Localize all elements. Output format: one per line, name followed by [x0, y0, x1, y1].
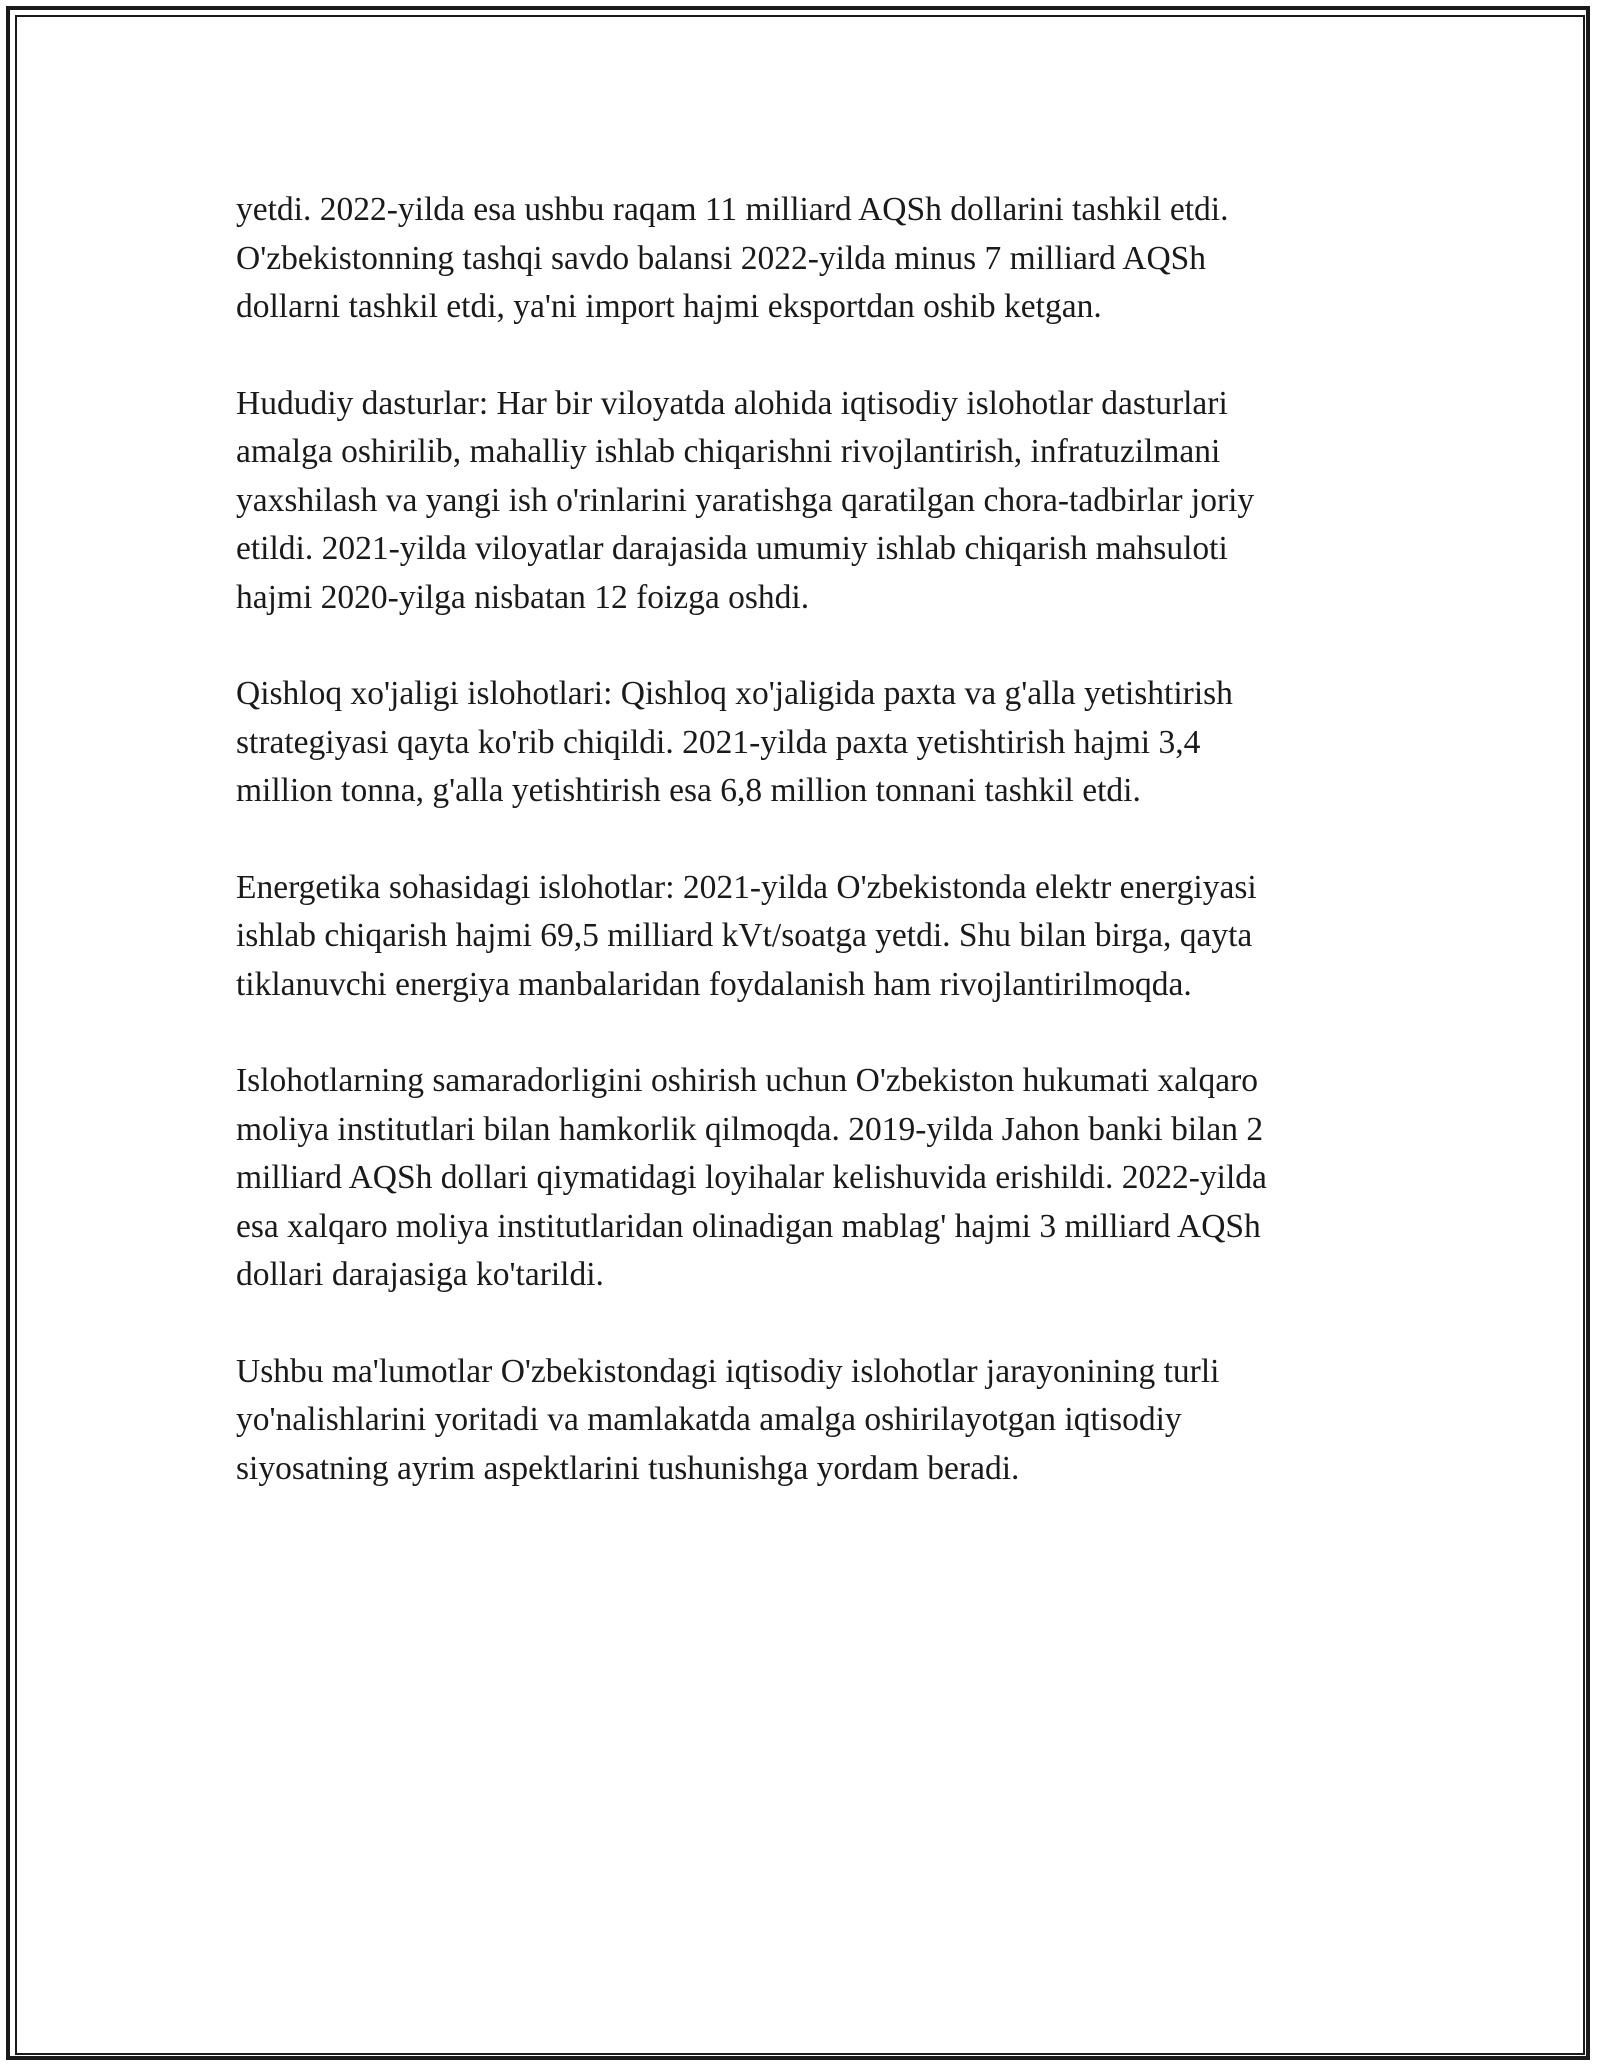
text-line: Ushbu ma'lumotlar O'zbekistondagi iqtisodiy islohotlar jarayonining turli [236, 1352, 1220, 1390]
text-line: Islohotlarning samaradorligini oshirish uchun O'zbekiston hukumati xalqaro [236, 1062, 1259, 1099]
text-line: siyosatning ayrim aspektlarini tushunishga yordam beradi. [236, 1449, 1020, 1487]
text-line: Energetika sohasidagi islohotlar: 2021-yilda O'zbekistonda elektr energiyasi [236, 868, 1257, 906]
paragraph-trade-balance [236, 186, 1386, 332]
text-line: yetdi. 2022-yilda esa ushbu raqam 11 milliard AQSh dollarini tashkil etdi. [236, 191, 1229, 228]
text-line: strategiyasi qayta ko'rib chiqildi. 2021-yilda paxta yetishtirish hajmi 3,4 [236, 723, 1201, 761]
text-line: esa xalqaro moliya institutlaridan olinadigan mablag' hajmi 3 milliard AQSh [236, 1207, 1261, 1245]
paragraph-energy-reforms [236, 864, 1386, 1010]
text-line: dollari darajasiga ko'tarildi. [236, 1256, 604, 1293]
paragraph-international-finance [236, 1057, 1386, 1300]
text-line: million tonna, g'alla yetishtirish esa 6,8 million tonnani tashkil etdi. [236, 772, 1141, 809]
paragraph-agriculture-reforms [236, 670, 1386, 816]
text-line: yo'nalishlarini yoritadi va mamlakatda amalga oshirilayotgan iqtisodiy [236, 1401, 1182, 1438]
text-line: yaxshilash va yangi ish o'rinlarini yaratishga qaratilgan chora-tadbirlar joriy [236, 481, 1255, 519]
text-line: hajmi 2020-yilga nisbatan 12 foizga oshdi. [236, 578, 810, 616]
text-line: tiklanuvchi energiya manbalaridan foydalanish ham rivojlantirilmoqda. [236, 965, 1192, 1003]
text-line: O'zbekistonning tashqi savdo balansi 2022-yilda minus 7 milliard AQSh [236, 239, 1207, 277]
paragraph-conclusion [236, 1348, 1386, 1494]
text-line: amalga oshirilib, mahalliy ishlab chiqarishni rivojlantirish, infratuzilmani [236, 433, 1221, 470]
document-body [236, 186, 1386, 1541]
text-line: moliya institutlari bilan hamkorlik qilmoqda. 2019-yilda Jahon banki bilan 2 [236, 1110, 1264, 1148]
text-line: etildi. 2021-yilda viloyatlar darajasida umumiy ishlab chiqarish mahsuloti [236, 530, 1228, 567]
paragraph-regional-programs [236, 380, 1386, 623]
text-line: dollarni tashkil etdi, ya'ni import hajmi eksportdan oshib ketgan. [236, 288, 1102, 325]
text-line: Hududiy dasturlar: Har bir viloyatda alohida iqtisodiy islohotlar dasturlari [236, 384, 1228, 422]
text-line: Qishloq xo'jaligi islohotlari: Qishloq xo'jaligida paxta va g'alla yetishtirish [236, 675, 1233, 712]
text-line: milliard AQSh dollari qiymatidagi loyihalar kelishuvida erishildi. 2022-yilda [236, 1159, 1267, 1196]
text-line: ishlab chiqarish hajmi 69,5 milliard kVt/soatga yetdi. Shu bilan birga, qayta [236, 917, 1253, 954]
